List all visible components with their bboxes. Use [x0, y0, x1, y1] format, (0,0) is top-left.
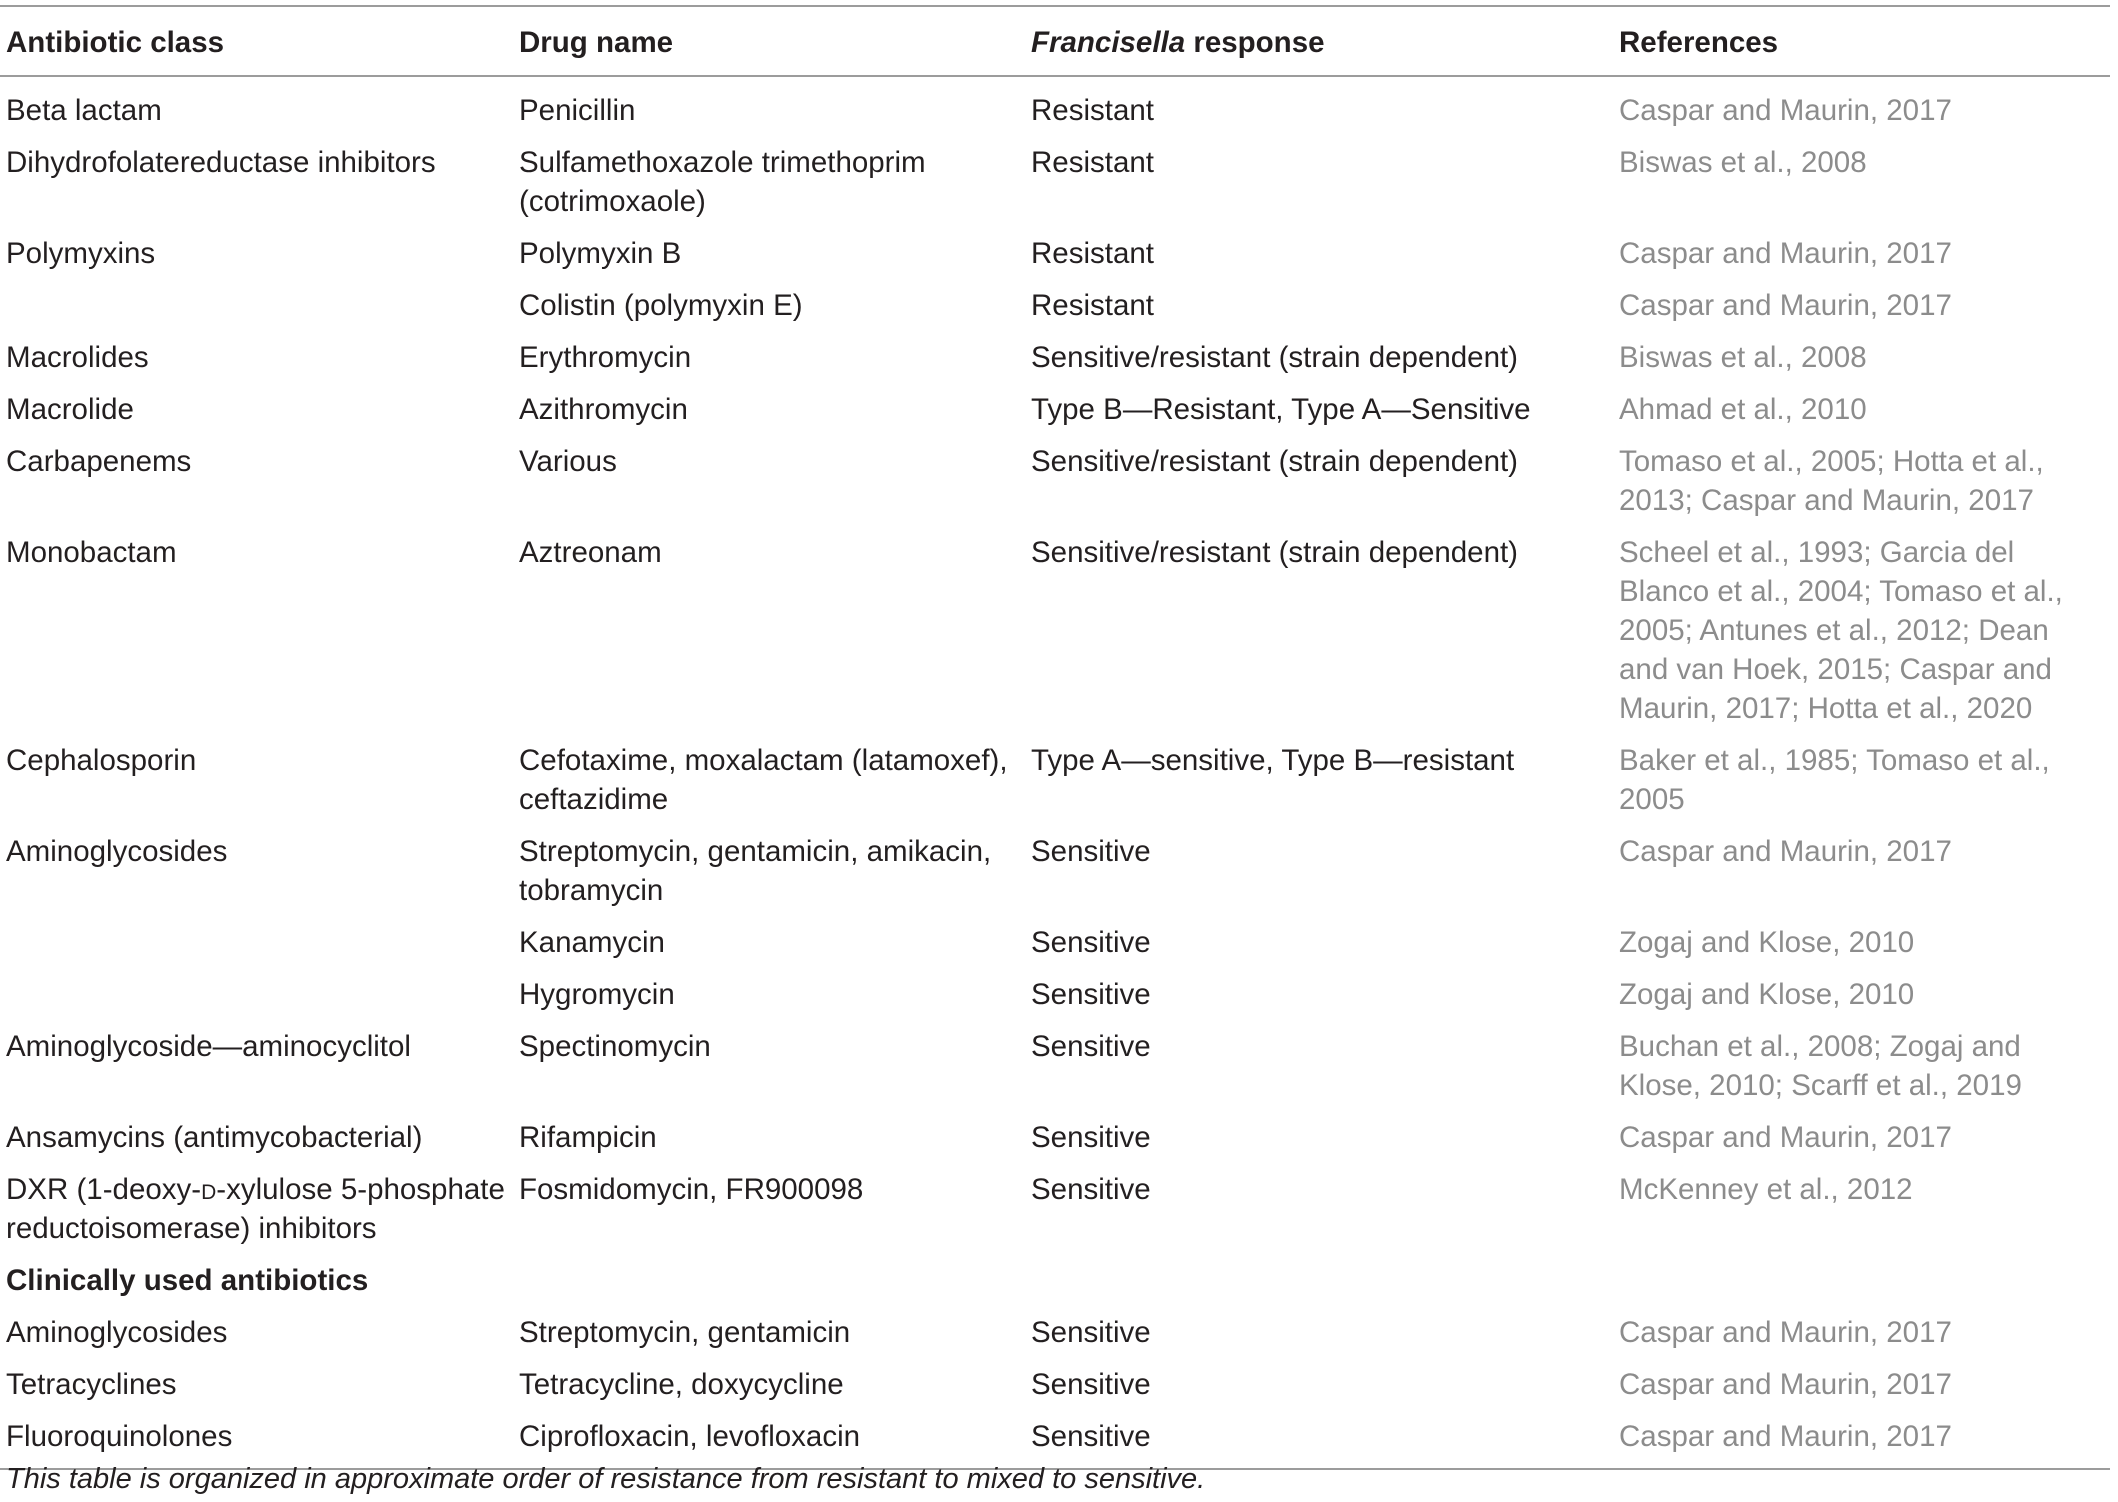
table-row [0, 737, 2110, 828]
cell-class: Macrolide [6, 393, 134, 426]
header-drug-name: Drug name [519, 26, 674, 59]
table-row [0, 1023, 2110, 1114]
cell-drug: Colistin (polymyxin E) [519, 289, 803, 322]
antibiotic-table [0, 5, 2110, 1470]
cell-response: Sensitive/resistant (strain dependent) [1031, 341, 1519, 374]
cell-references[interactable]: Caspar and Maurin, 2017 [1619, 94, 1952, 127]
table-footnote: This table is organized in approximate order of resistance from resistant to mixed to sensitive. [6, 1463, 1206, 1495]
cell-class: Monobactam [6, 536, 177, 569]
cell-class: Ansamycins (antimycobacterial) [6, 1121, 423, 1154]
cell-class [0, 1166, 513, 1257]
cell-response: Sensitive [1031, 1420, 1151, 1453]
cell-response: Sensitive [1031, 978, 1151, 1011]
cell-response: Resistant [1031, 146, 1154, 179]
cell-references[interactable]: Zogaj and Klose, 2010 [1619, 978, 1915, 1011]
cell-references[interactable]: Ahmad et al., 2010 [1619, 393, 1867, 426]
cell-class: Carbapenems [6, 445, 192, 478]
cell-drug: Various [519, 445, 617, 478]
cell-references[interactable]: Caspar and Maurin, 2017 [1619, 289, 1952, 322]
table-row [0, 438, 2110, 529]
table-row [0, 1361, 2110, 1413]
cell-class [0, 919, 513, 971]
cell-drug: Polymyxin B [519, 237, 682, 270]
cell-references[interactable]: Zogaj and Klose, 2010 [1619, 926, 1915, 959]
cell-class: Aminoglycoside—aminocyclitol [6, 1030, 411, 1063]
table-row [0, 282, 2110, 334]
cell-response: Sensitive [1031, 1030, 1151, 1063]
cell-class: Macrolides [6, 341, 149, 374]
cell-references[interactable]: Tomaso et al., 2005; Hotta et al., 2013; Caspar and Maurin, 2017 [1619, 445, 2044, 517]
cell-drug: Fosmidomycin, FR900098 [519, 1173, 864, 1206]
cell-references[interactable]: Buchan et al., 2008; Zogaj and Klose, 2010; Scarff et al., 2019 [1619, 1030, 2022, 1102]
cell-class: Cephalosporin [6, 744, 197, 777]
cell-response: Resistant [1031, 94, 1154, 127]
cell-response: Type A—sensitive, Type B—resistant [1031, 744, 1515, 777]
table-row [0, 139, 2110, 230]
cell-response: Sensitive [1031, 1173, 1151, 1206]
cell-references[interactable]: Caspar and Maurin, 2017 [1619, 835, 1952, 868]
cell-references[interactable]: Caspar and Maurin, 2017 [1619, 1368, 1952, 1401]
table-row [0, 828, 2110, 919]
header-row [0, 6, 2110, 76]
header-references: References [1619, 26, 1779, 59]
table-row [0, 1309, 2110, 1361]
cell-references[interactable]: Caspar and Maurin, 2017 [1619, 1316, 1952, 1349]
cell-drug: Spectinomycin [519, 1030, 711, 1063]
table-row [0, 1114, 2110, 1166]
cell-class: Tetracyclines [6, 1368, 177, 1401]
table-header [0, 6, 2110, 76]
cell-class: Beta lactam [6, 94, 162, 127]
cell-response: Sensitive [1031, 1121, 1151, 1154]
cell-references[interactable]: Biswas et al., 2008 [1619, 146, 1867, 179]
cell-drug: Aztreonam [519, 536, 662, 569]
cell-class: Dihydrofolatereductase inhibitors [6, 146, 436, 179]
cell-drug: Kanamycin [519, 926, 665, 959]
table-row [0, 971, 2110, 1023]
cell-class [0, 282, 513, 334]
cell-drug: Erythromycin [519, 341, 692, 374]
cell-references[interactable]: Scheel et al., 1993; Garcia del Blanco et al., 2004; Tomaso et al., 2005; Antunes et al., 2012; Dean and van Hoek, 2015; Caspar and Maurin, 2017; Hotta et al., 2020 [1619, 536, 2063, 725]
cell-class: Fluoroquinolones [6, 1420, 233, 1453]
cell-drug: Tetracycline, doxycycline [519, 1368, 844, 1401]
cell-drug: Streptomycin, gentamicin, amikacin, tobramycin [519, 835, 992, 907]
cell-class: Aminoglycosides [6, 835, 228, 868]
cell-references[interactable]: Caspar and Maurin, 2017 [1619, 237, 1952, 270]
cell-drug: Streptomycin, gentamicin [519, 1316, 851, 1349]
cell-response: Resistant [1031, 289, 1154, 322]
cell-response: Sensitive/resistant (strain dependent) [1031, 445, 1519, 478]
dxr-class-after: -xylulose 5-phosphate reductoisomerase) inhibitors [6, 1173, 505, 1245]
table-row [0, 76, 2110, 139]
cell-response: Sensitive [1031, 1316, 1151, 1349]
table-body [0, 76, 2110, 1469]
cell-references[interactable]: McKenney et al., 2012 [1619, 1173, 1913, 1206]
dxr-class-smallcaps: d [201, 1173, 217, 1206]
table-row [0, 334, 2110, 386]
cell-response: Sensitive [1031, 1368, 1151, 1401]
cell-references[interactable]: Baker et al., 1985; Tomaso et al., 2005 [1619, 744, 2050, 816]
cell-references[interactable]: Biswas et al., 2008 [1619, 341, 1867, 374]
cell-drug: Ciprofloxacin, levofloxacin [519, 1420, 861, 1453]
header-response-italic: Francisella [1031, 26, 1186, 59]
cell-drug: Rifampicin [519, 1121, 657, 1154]
cell-drug: Hygromycin [519, 978, 675, 1011]
table-row [0, 919, 2110, 971]
cell-response: Resistant [1031, 237, 1154, 270]
cell-response: Sensitive/resistant (strain dependent) [1031, 536, 1519, 569]
cell-response: Sensitive [1031, 926, 1151, 959]
section-title: Clinically used antibiotics [6, 1264, 369, 1297]
cell-drug: Azithromycin [519, 393, 688, 426]
cell-drug: Sulfamethoxazole trimethoprim (cotrimoxaole) [519, 146, 926, 218]
cell-drug: Cefotaxime, moxalactam (latamoxef), ceftazidime [519, 744, 1008, 816]
cell-references[interactable]: Caspar and Maurin, 2017 [1619, 1420, 1952, 1453]
section-row [0, 1257, 2110, 1309]
header-francisella-response [1025, 6, 1613, 76]
table-row [0, 529, 2110, 737]
table-row-dxr [0, 1166, 2110, 1257]
cell-class: Aminoglycosides [6, 1316, 228, 1349]
cell-class [0, 971, 513, 1023]
table-row [0, 386, 2110, 438]
header-antibiotic-class: Antibiotic class [6, 26, 225, 59]
dxr-class-before: DXR (1-deoxy- [6, 1173, 202, 1206]
header-response-rest: response [1185, 26, 1325, 59]
cell-drug: Penicillin [519, 94, 636, 127]
cell-class: Polymyxins [6, 237, 156, 270]
table-row [0, 230, 2110, 282]
cell-response: Sensitive [1031, 835, 1151, 868]
cell-response: Type B—Resistant, Type A—Sensitive [1031, 393, 1531, 426]
cell-references[interactable]: Caspar and Maurin, 2017 [1619, 1121, 1952, 1154]
